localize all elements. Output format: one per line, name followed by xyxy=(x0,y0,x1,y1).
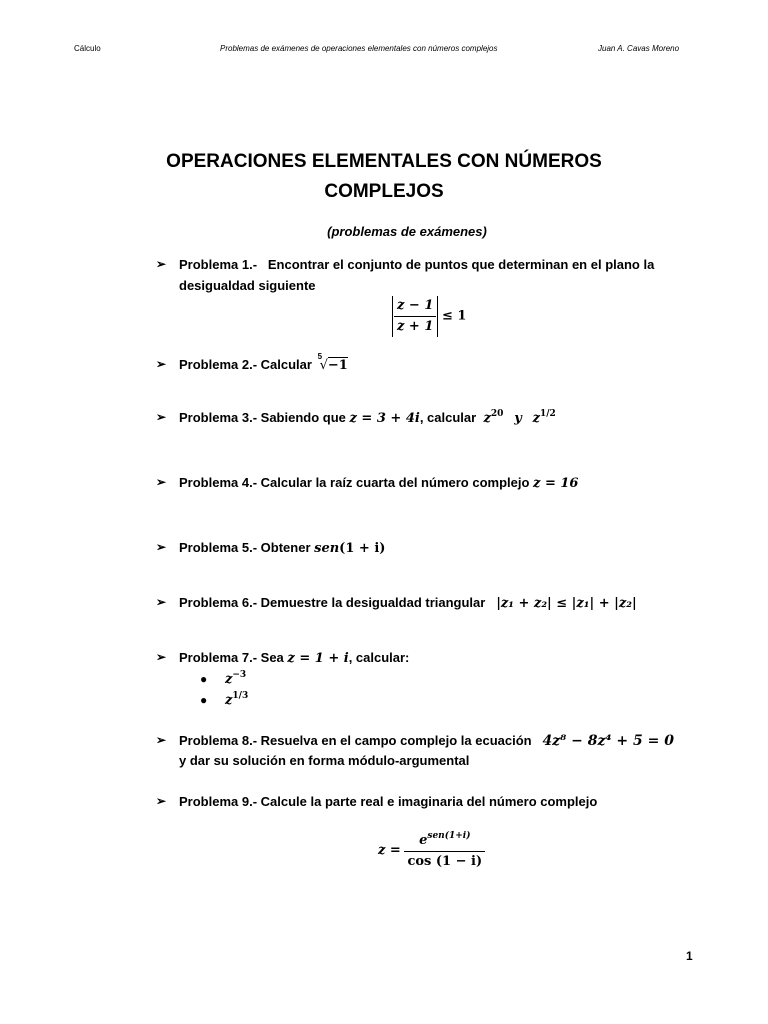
arrow-bullet-icon: ➢ xyxy=(156,257,167,271)
problem-label: Problema 1.- xyxy=(179,257,258,272)
root-radicand: −1 xyxy=(327,358,348,373)
formula-denominator: cos (1 − i) xyxy=(404,851,485,872)
problem-label: Problema 2.- xyxy=(179,357,258,372)
problem-text: Encontrar el conjunto de puntos que determinan en el plano la xyxy=(267,257,655,272)
problem-text-2: , calcular xyxy=(419,410,477,425)
header-left-text: Cálculo xyxy=(74,44,101,53)
formula-num-base: e xyxy=(419,833,428,848)
header-center-text: Problemas de exámenes de operaciones elementales con números complejos xyxy=(220,44,498,53)
problem-text: Calcular la raíz cuarta del número complejo xyxy=(260,475,530,490)
problem-9 xyxy=(179,792,597,812)
problem-8-text-line2: y dar su solución en forma módulo-argumental xyxy=(179,753,470,768)
problem-label: Problema 6.- xyxy=(179,595,258,610)
problem-label: Problema 4.- xyxy=(179,475,258,490)
root-index: 5 xyxy=(317,352,323,361)
header-author-text: Juan A. Cavas Moreno xyxy=(598,44,680,53)
arrow-bullet-icon: ➢ xyxy=(156,794,167,808)
formula: z = 16 xyxy=(533,476,579,491)
formula-rhs: ≤ 1 xyxy=(442,308,467,324)
arrow-bullet-icon: ➢ xyxy=(156,540,167,554)
problem-2: Problema 2.- Calcular 5 √−1 xyxy=(179,355,348,376)
problem-text: Demuestre la desigualdad triangular xyxy=(260,595,486,610)
formula-function: sen xyxy=(314,541,340,556)
problem-1-text-line2: desigualdad siguiente xyxy=(179,278,316,293)
arrow-bullet-icon: ➢ xyxy=(156,650,167,664)
problem-label: Problema 3.- xyxy=(179,410,258,425)
page-title-line2: COMPLEJOS xyxy=(324,181,444,202)
arrow-bullet-icon: ➢ xyxy=(156,357,167,371)
formula-base: z xyxy=(225,693,233,708)
problem-label: Problema 8.- xyxy=(179,733,258,748)
problem-7-item xyxy=(225,690,248,711)
problem-text-2: , calcular: xyxy=(348,650,410,665)
problem-6 xyxy=(179,593,637,614)
problem-1 xyxy=(179,255,654,275)
formula-conjunction: y xyxy=(514,411,522,426)
problem-label: Problema 9.- xyxy=(179,794,258,809)
formula-lhs: z = xyxy=(378,843,401,858)
problem-text: Calcule la parte real e imaginaria del número complejo xyxy=(260,794,598,809)
formula-exponent: 1/3 xyxy=(232,691,249,701)
formula: z = 3 + 4i xyxy=(349,411,420,426)
page-subtitle: (problemas de exámenes) xyxy=(327,224,487,239)
formula-exponent: 20 xyxy=(490,409,504,419)
problem-text: Sea xyxy=(260,650,284,665)
formula-base: z xyxy=(225,672,233,687)
formula-base: z xyxy=(483,411,491,426)
formula-base: z xyxy=(532,411,540,426)
problem-5 xyxy=(179,538,385,559)
problem-text: Resuelva en el campo complejo la ecuación xyxy=(260,733,532,748)
problem-4 xyxy=(179,473,578,494)
problem-7-item xyxy=(225,669,246,690)
formula-argument: (1 + i) xyxy=(339,541,386,556)
problem-text: Sabiendo que xyxy=(260,410,346,425)
problem-label: Problema 7.- xyxy=(179,650,258,665)
arrow-bullet-icon: ➢ xyxy=(156,733,167,747)
bullet-dot-icon: ● xyxy=(200,672,208,686)
problem-text: Calcular xyxy=(260,357,312,372)
problem-7 xyxy=(179,648,409,669)
bullet-dot-icon: ● xyxy=(200,693,208,707)
arrow-bullet-icon: ➢ xyxy=(156,410,167,424)
formula: 4z⁸ − 8z⁴ + 5 = 0 xyxy=(542,733,675,749)
problem-3 xyxy=(179,408,556,429)
problem-9-formula xyxy=(378,830,485,872)
problem-1-formula xyxy=(392,296,466,337)
formula: z = 1 + i xyxy=(287,651,349,666)
page-number: 1 xyxy=(686,949,693,963)
formula-num-exponent: sen(1+i) xyxy=(427,831,471,841)
formula-exponent: −3 xyxy=(232,670,247,680)
problem-8 xyxy=(179,731,674,751)
arrow-bullet-icon: ➢ xyxy=(156,595,167,609)
problem-text: Obtener xyxy=(260,540,311,555)
problem-label: Problema 5.- xyxy=(179,540,258,555)
arrow-bullet-icon: ➢ xyxy=(156,475,167,489)
page-title-line1: OPERACIONES ELEMENTALES CON NÚMEROS xyxy=(166,151,602,172)
formula-exponent: 1/2 xyxy=(540,409,556,419)
formula-denominator: z + 1 xyxy=(394,316,436,337)
formula-numerator: z − 1 xyxy=(397,298,434,313)
formula: |z₁ + z₂| ≤ |z₁| + |z₂| xyxy=(496,596,637,611)
